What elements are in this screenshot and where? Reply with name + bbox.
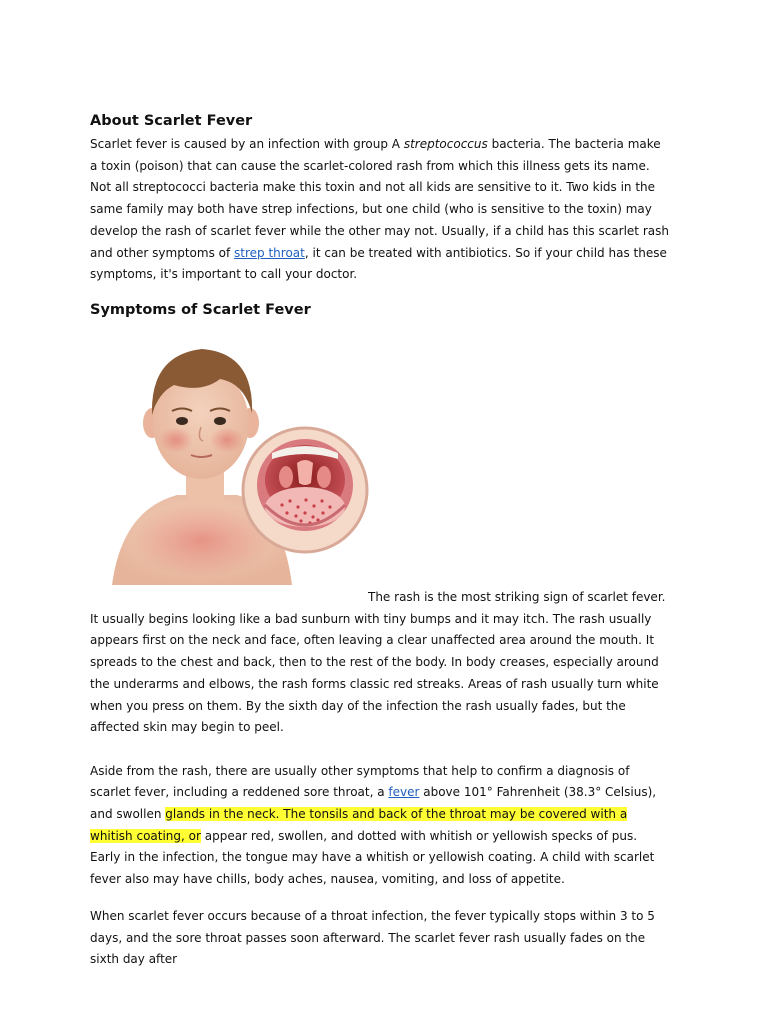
eye-left [176, 417, 188, 425]
tonsil-left [279, 466, 293, 488]
fever-link[interactable]: fever [388, 785, 420, 800]
paragraph-toxin: Not all streptococci bacteria make this toxin and not all kids are sensitive to it. Two kids in the same family may both have strep infections, but one child (who is sensitive to the toxin) may develop the rash of scarlet fever while the other may not. Usually, if a child has this scarlet rash and other symptoms of strep throat, it can be treated with antibiotics. So if your child has these symptoms, it's important to call your doctor. [90, 180, 669, 282]
tongue-shape [265, 487, 345, 527]
paragraph-other-symptoms: Aside from the rash, there are usually other symptoms that help to confirm a diagnosis of scarlet fever, including a reddened sore throat, a fever above 101° Fahrenheit (38.3° Celsius), and swollen glands in the neck. The tonsils and back of the throat may be covered with a whitish coating, or appear red, swollen, and dotted with whitish or yellowish specks of pus. Early in the infection, the tongue may have a whitish or yellowish coating. A child with scarlet fever also may have chills, body aches, nausea, vomiting, and loss of appetite. [90, 763, 657, 887]
about-text [90, 134, 670, 286]
cheek-right [210, 427, 244, 453]
paragraph-recovery: When scarlet fever occurs because of a throat infection, the fever typically stops within 3 to 5 days, and the sore throat passes soon afterward. The scarlet fever rash usually fades on the sixth day after [90, 908, 655, 967]
illustration-svg [102, 335, 372, 595]
tonsil-right [317, 466, 331, 488]
uvula-shape [297, 460, 313, 485]
eye-right [214, 417, 226, 425]
streptococcus-term: streptococcus [403, 137, 488, 151]
child-with-scarlet-fever-and-throat-illustration [102, 335, 372, 595]
paragraph-rash: The rash is the most striking sign of scarlet fever. It usually begins looking like a bad sunburn with tiny bumps and it may itch. The rash usually appears first on the neck and face, often leaving a clear unaffected area around the mouth. It spreads to the chest and back, then to the rest of the body. In body creases, especially around the underarms and elbows, the rash forms classic red streaks. Areas of rash usually turn white when you press on them. By the sixth day of the infection the rash usually fades, but the affected skin may begin to peel. [90, 590, 666, 735]
heading-about: About Scarlet Fever [90, 113, 253, 129]
symptoms-text [90, 587, 670, 971]
strep-throat-link[interactable]: strep throat [234, 245, 305, 260]
paragraph-cause: Scarlet fever is caused by an infection with group A streptococcus bacteria. The bacteria make a toxin (poison) that can cause the scarlet-colored rash from which this illness gets its name. [90, 137, 661, 173]
highlighted-text: glands in the neck. The tonsils and back of the throat may be covered with a whitish coating, or [90, 807, 628, 843]
heading-symptoms: Symptoms of Scarlet Fever [90, 302, 311, 318]
cheek-left [159, 427, 193, 453]
